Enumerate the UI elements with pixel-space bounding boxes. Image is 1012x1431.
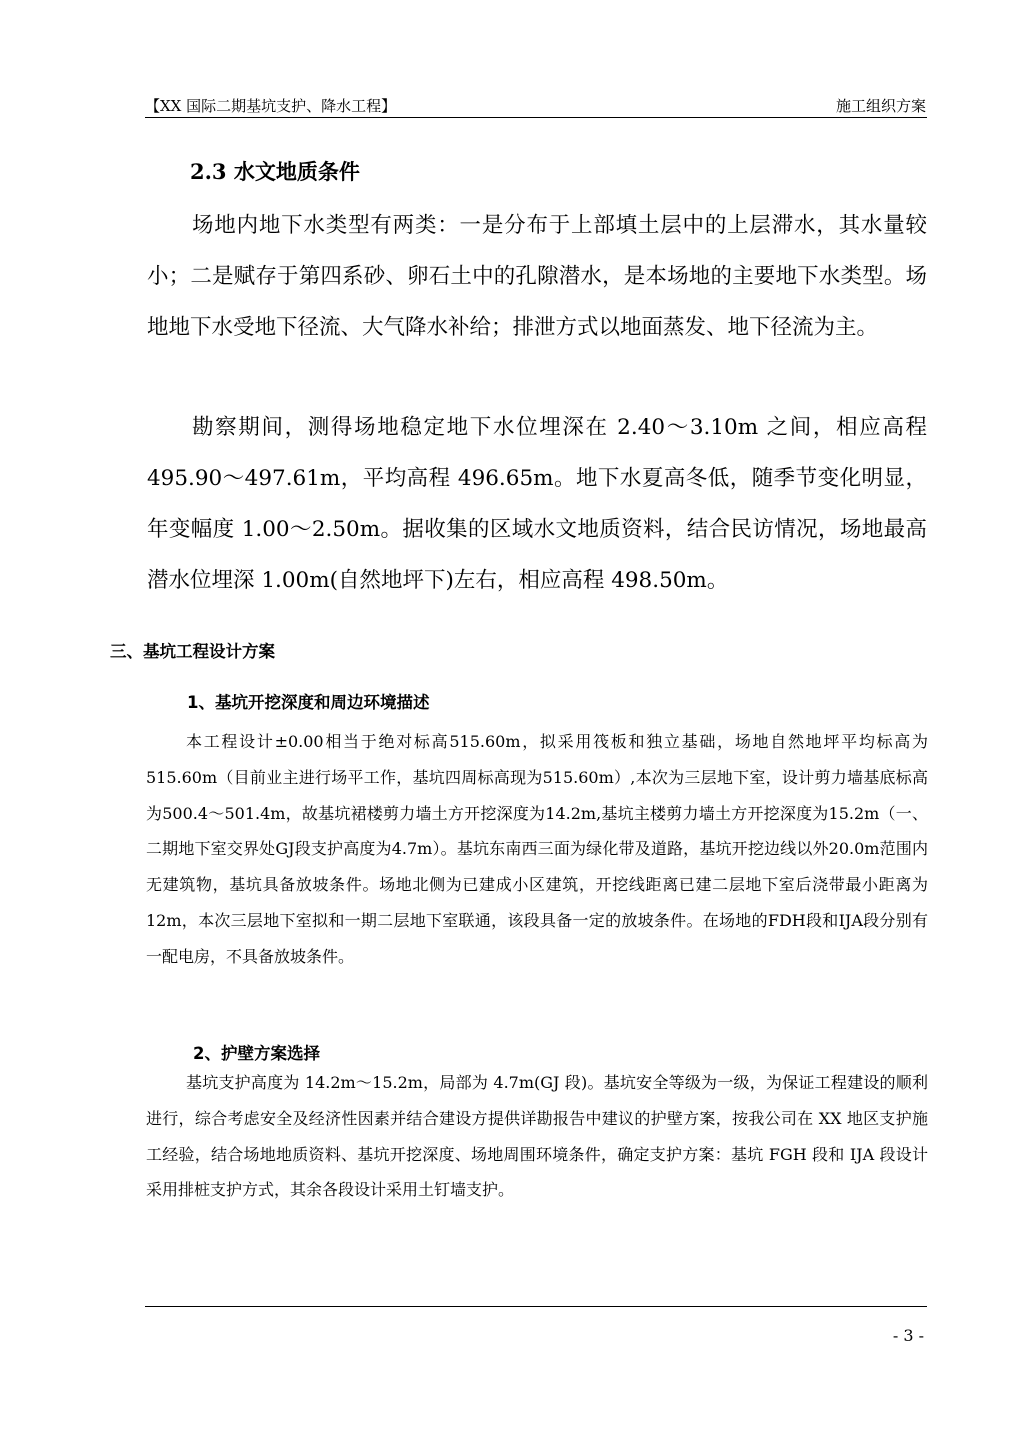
subsection-paragraph-retaining: 基坑支护高度为 14.2m～15.2m，局部为 4.7m(GJ 段)。基坑安全等级为一级，为保证工程建设的顺利进行，综合考虑安全及经济性因素并结合建设方提供详勘报告中建议的护壁方案，按我公司在 XX 地区支护施工经验，结合场地地质资料、基坑开挖深度、场地周围环境条件，确定支护方案：基坑 FGH 段和 IJA 段设计采用排桩支护方式，其余各段设计采用土钉墙支护。 — [146, 1073, 928, 1200]
section-paragraph-groundwater-types: 场地内地下水类型有两类：一是分布于上部填土层中的上层滞水，其水量较小；二是赋存于第四系砂、卵石土中的孔隙潜水，是本场地的主要地下水类型。场地地下水受地下径流、大气降水补给；排泄方式以地面蒸发、地下径流为主。 — [147, 213, 927, 340]
page-number: - 3 - — [892, 1326, 924, 1345]
section-title: 2.3 水文地质条件 — [190, 159, 360, 184]
header-project-title: 【XX 国际二期基坑支护、降水工程】 — [145, 97, 397, 115]
subsection-title-retaining: 2、护壁方案选择 — [193, 1044, 320, 1063]
subsection-title-excavation: 1、基坑开挖深度和周边环境描述 — [187, 693, 430, 712]
subsection-paragraph-excavation: 本工程设计±0.00相当于绝对标高515.60m，拟采用筏板和独立基础，场地自然地坪平均标高为515.60m（目前业主进行场平工作，基坑四周标高现为515.60m）,本次为三层地下室，设计剪力墙基底标高为500.4～501.4m，故基坑裙楼剪力墙土方开挖深度为14.2m,基坑主楼剪力墙土方开挖深度为15.2m（一、二期地下室交界处GJ段支护高度为4.7m）。基坑东南西三面为绿化带及道路，基坑开挖边线以外20.0m范围内无建筑物，基坑具备放坡条件。场地北侧为已建成小区建筑，开挖线距离已建二层地下室后浇带最小距离为12m，本次三层地下室拟和一期二层地下室联通，该段具备一定的放坡条件。在场地的FDH段和IJA段分别有一配电房，不具备放坡条件。 — [146, 732, 928, 966]
header-divider — [145, 117, 927, 118]
footer-divider — [145, 1306, 927, 1307]
chapter-title: 三、基坑工程设计方案 — [110, 642, 275, 661]
header-document-type: 施工组织方案 — [835, 97, 926, 115]
section-paragraph-groundwater-levels: 勘察期间，测得场地稳定地下水位埋深在 2.40～3.10m 之间，相应高程 495.90～497.61m，平均高程 496.65m。地下水夏高冬低，随季节变化明显，年变幅度 1.00～2.50m。据收集的区域水文地质资料，结合民访情况，场地最高潜水位埋深 1.00m(自然地坪下)左右，相应高程 498.50m。 — [147, 415, 927, 593]
